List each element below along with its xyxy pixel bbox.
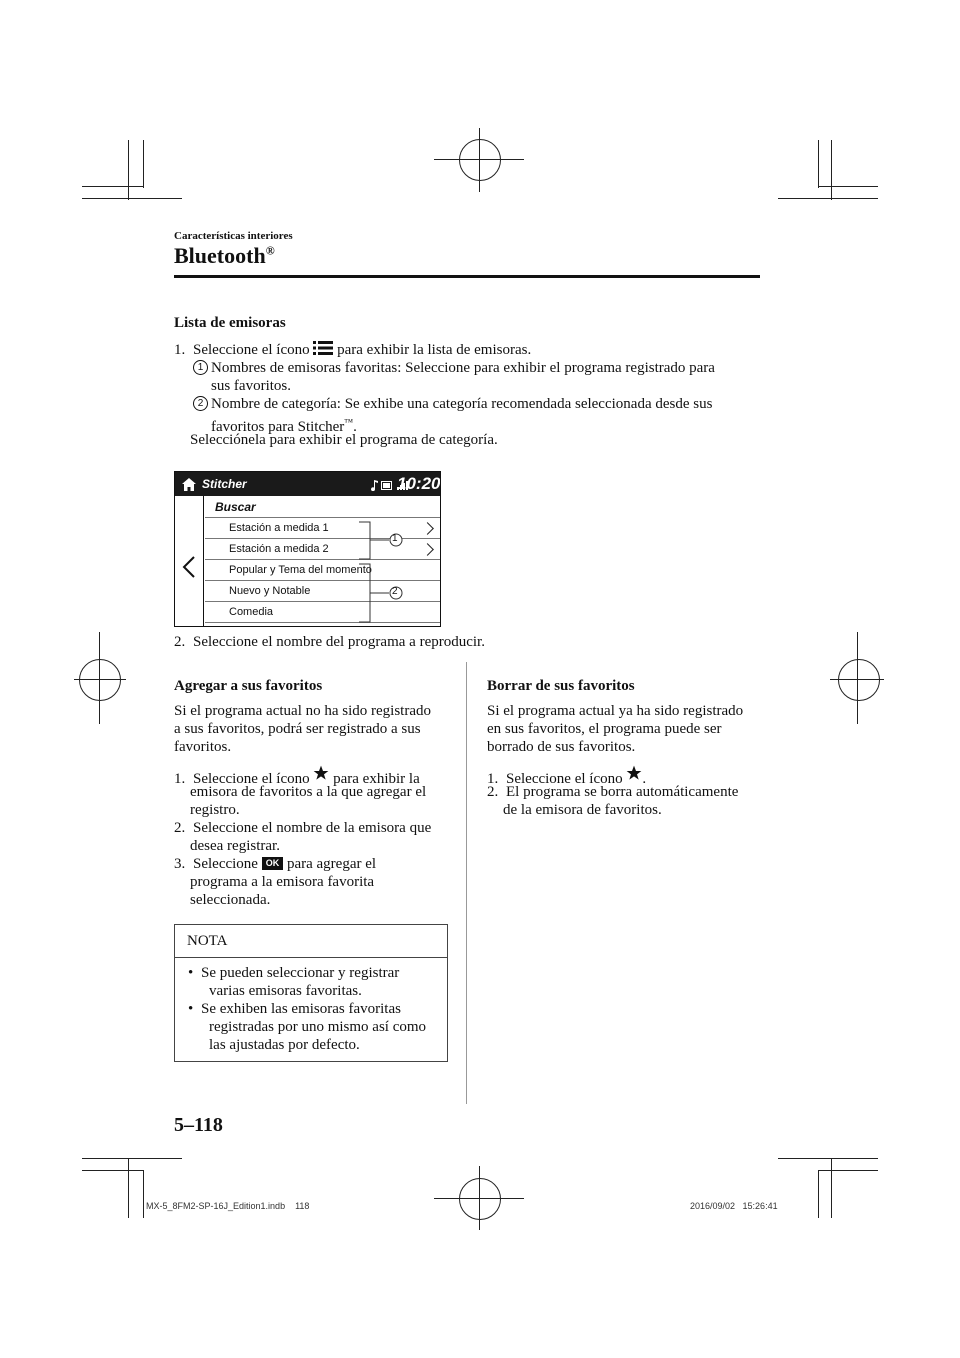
- note-b2-l1: Se exhiben las emisoras favoritas: [201, 1001, 401, 1017]
- callout-1-marker: 1: [193, 360, 208, 375]
- remove-fav-p1: Si el programa actual ya ha sido registrado: [487, 703, 744, 719]
- remove-fav-p2: en sus favoritos, el programa puede ser: [487, 721, 722, 737]
- remove-fav-step2: [487, 783, 738, 802]
- add-fav-step2-l2: desea registrar.: [190, 838, 280, 854]
- note-box-header: [175, 925, 447, 958]
- note-bullet-2: [188, 1000, 401, 1019]
- row-label: Comedia: [229, 606, 274, 618]
- page-number: 5–118: [174, 1114, 223, 1136]
- add-fav-p1: Si el programa actual no ha sido registrado: [174, 703, 432, 719]
- station-list-note2: [193, 395, 712, 414]
- step-number: 1.: [174, 342, 186, 358]
- step-text-end: para agregar el: [286, 856, 377, 872]
- step-text: Seleccione el ícono: [506, 771, 623, 787]
- section-label: Características interiores: [174, 230, 293, 242]
- add-fav-p2: a sus favoritos, podrá ser registrado a sus: [174, 721, 421, 737]
- file-info: MX-5_8FM2-SP-16J_Edition1.indb 118: [146, 1201, 310, 1211]
- add-fav-step3: [174, 855, 376, 874]
- step-text: Seleccione el nombre del programa a reproducir.: [193, 634, 485, 650]
- page-title: [174, 243, 275, 269]
- screen-search-label: Buscar: [215, 500, 256, 514]
- add-fav-step1-l2: emisora de favoritos a la que agregar el: [190, 784, 427, 800]
- add-fav-step1-l3: registro.: [190, 802, 240, 818]
- note-b2-l3: las ajustadas por defecto.: [209, 1037, 360, 1053]
- registered-mark: ®: [265, 243, 275, 258]
- note-b2-l2: registradas por uno mismo así como: [209, 1019, 427, 1035]
- bullet: •: [188, 965, 194, 981]
- note-box: [174, 924, 448, 1062]
- step-number: 2.: [174, 634, 186, 650]
- note2-line2-text: favoritos para Stitcher: [211, 419, 345, 435]
- add-fav-step3-l3: seleccionada.: [190, 892, 271, 908]
- step-text: Seleccione: [193, 856, 258, 872]
- list-icon: [313, 341, 333, 355]
- step-text-end: .: [642, 771, 647, 787]
- note-bullet-1: [188, 964, 399, 983]
- step-text: Seleccione el ícono: [193, 342, 310, 358]
- star-icon: [313, 765, 329, 781]
- step-number: 3.: [174, 856, 186, 872]
- station-list-note1: [193, 359, 715, 378]
- add-fav-p3: favoritos.: [174, 739, 232, 755]
- remove-fav-step2-l2: de la emisora de favoritos.: [503, 802, 662, 818]
- step-text: El programa se borra automáticamente: [506, 784, 739, 800]
- row-label: Popular y Tema del momento: [229, 564, 372, 576]
- callout-2-marker: 2: [193, 396, 208, 411]
- remove-favorites-heading: Borrar de sus favoritos: [487, 678, 635, 694]
- step-text-end: para exhibir la: [333, 771, 420, 787]
- page-title-text: Bluetooth: [174, 243, 266, 268]
- trademark-mark: ™: [344, 417, 354, 427]
- step-text: Seleccione el ícono: [193, 771, 310, 787]
- note-b1-l1: Se pueden seleccionar y registrar: [201, 965, 400, 981]
- station-list-heading: Lista de emisoras: [174, 315, 286, 331]
- station-list-step2: [174, 633, 485, 652]
- note-b1-l2: varias emisoras favoritas.: [209, 983, 362, 999]
- callout-2: 2: [392, 586, 398, 597]
- callout-1: 1: [392, 533, 398, 544]
- note-title: NOTA: [187, 933, 228, 949]
- row-label: Estación a medida 2: [229, 543, 329, 555]
- stitcher-screen: [174, 471, 441, 627]
- row-label: Estación a medida 1: [229, 522, 329, 534]
- add-fav-step3-l2: programa a la emisora favorita: [190, 874, 375, 890]
- step-number: 1.: [487, 771, 499, 787]
- bullet: •: [188, 1001, 194, 1017]
- step-number: 2.: [174, 820, 186, 836]
- star-icon: [626, 765, 642, 781]
- screen-clock: 10:20: [397, 474, 441, 493]
- column-divider: [466, 662, 467, 1104]
- note2-end: .: [353, 419, 357, 435]
- row-label: Nuevo y Notable: [229, 585, 311, 597]
- note1-line1: Nombres de emisoras favoritas: Seleccione para exhibir el programa registrado para: [211, 360, 715, 376]
- callout-brackets: [175, 472, 440, 626]
- note2-line3: Selecciónela para exhibir el programa de categoría.: [190, 432, 498, 448]
- add-fav-step2: [174, 819, 431, 838]
- step-text: Seleccione el nombre de la emisora que: [193, 820, 432, 836]
- add-favorites-heading: Agregar a sus favoritos: [174, 678, 323, 694]
- note2-line1: Nombre de categoría: Se exhibe una categoría recomendada seleccionada desde sus: [211, 396, 713, 412]
- step-number: 1.: [174, 771, 186, 787]
- step-number: 2.: [487, 784, 499, 800]
- note1-line2: sus favoritos.: [211, 378, 291, 394]
- step-text-end: para exhibir la lista de emisoras.: [337, 342, 532, 358]
- screen-app-name: Stitcher: [202, 477, 247, 491]
- ok-button-icon: OK: [262, 857, 284, 870]
- remove-fav-p3: borrado de sus favoritos.: [487, 739, 636, 755]
- station-list-step1: [174, 341, 531, 360]
- print-stamp: 2016/09/02 15:26:41: [690, 1201, 778, 1211]
- title-rule: [174, 275, 760, 278]
